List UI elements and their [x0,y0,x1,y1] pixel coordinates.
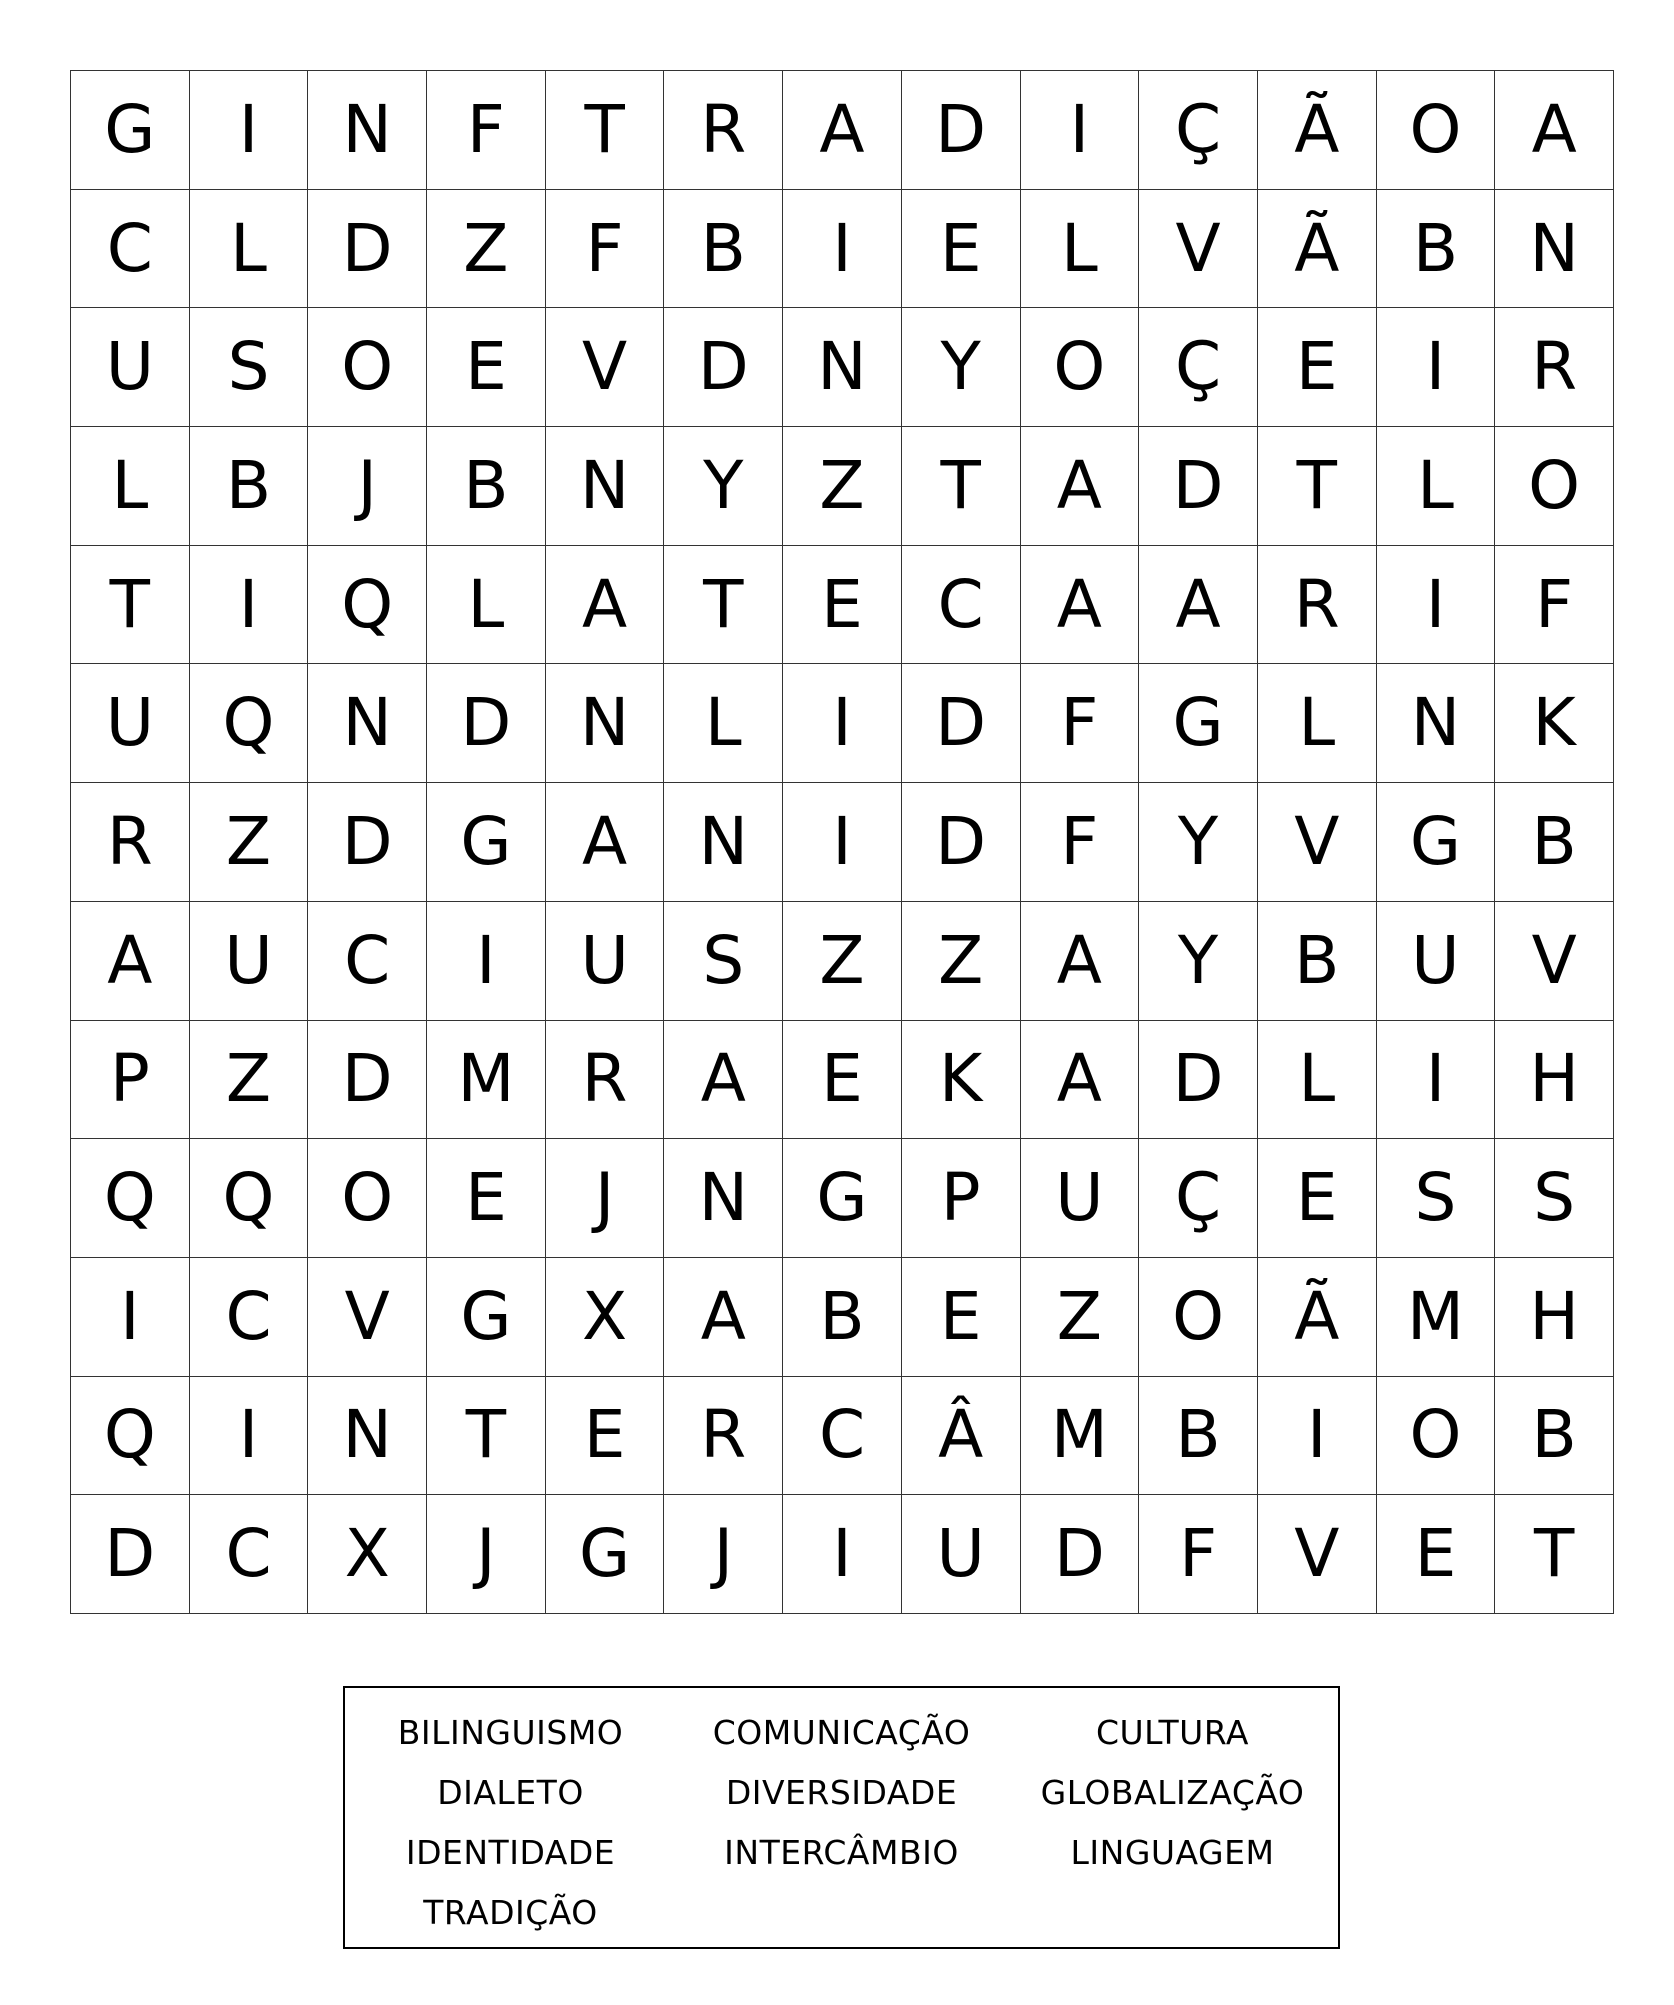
grid-cell[interactable]: N [664,783,783,902]
grid-cell[interactable]: C [783,1377,902,1496]
grid-cell[interactable]: Ç [1139,308,1258,427]
grid-cell[interactable]: B [1495,783,1614,902]
grid-cell[interactable]: A [1021,902,1140,1021]
grid-cell[interactable]: I [190,546,309,665]
grid-cell[interactable]: C [308,902,427,1021]
grid-cell[interactable]: N [1495,190,1614,309]
grid-cell[interactable]: E [1258,1139,1377,1258]
grid-cell[interactable]: G [71,71,190,190]
grid-cell[interactable]: V [1495,902,1614,1021]
grid-cell[interactable]: K [1495,664,1614,783]
grid-cell[interactable]: L [664,664,783,783]
grid-cell[interactable]: Z [1021,1258,1140,1377]
grid-cell[interactable]: I [1258,1377,1377,1496]
grid-cell[interactable]: N [308,71,427,190]
grid-cell[interactable]: I [1377,546,1496,665]
grid-cell[interactable]: A [1021,1021,1140,1140]
grid-cell[interactable]: U [902,1495,1021,1614]
grid-cell[interactable]: N [308,1377,427,1496]
grid-cell[interactable]: Z [902,902,1021,1021]
grid-cell[interactable]: X [308,1495,427,1614]
grid-cell[interactable]: Q [308,546,427,665]
grid-cell[interactable]: O [308,1139,427,1258]
grid-cell[interactable]: G [1139,664,1258,783]
grid-cell[interactable]: R [664,71,783,190]
grid-cell[interactable]: E [427,308,546,427]
grid-cell[interactable]: D [71,1495,190,1614]
grid-cell[interactable]: E [427,1139,546,1258]
grid-cell[interactable]: P [71,1021,190,1140]
grid-cell[interactable]: Z [783,427,902,546]
grid-cell[interactable]: E [783,1021,902,1140]
grid-cell[interactable]: L [190,190,309,309]
grid-cell[interactable]: U [1021,1139,1140,1258]
grid-cell[interactable]: R [664,1377,783,1496]
grid-cell[interactable]: I [783,664,902,783]
word-bank-item: CULTURA [1095,1712,1249,1752]
grid-cell[interactable]: I [1377,308,1496,427]
grid-cell[interactable]: P [902,1139,1021,1258]
grid-cell[interactable]: J [427,1495,546,1614]
grid-cell[interactable]: E [902,1258,1021,1377]
grid-cell[interactable]: Ç [1139,71,1258,190]
grid-cell[interactable]: I [1021,71,1140,190]
word-bank-item: DIVERSIDADE [725,1772,958,1812]
grid-cell[interactable]: B [1258,902,1377,1021]
grid-cell[interactable]: B [427,427,546,546]
grid-cell[interactable]: G [427,1258,546,1377]
grid-cell[interactable]: L [1258,664,1377,783]
grid-cell[interactable]: N [308,664,427,783]
grid-cell[interactable]: F [1495,546,1614,665]
grid-cell[interactable]: A [1021,546,1140,665]
grid-cell[interactable]: S [190,308,309,427]
grid-cell[interactable]: A [783,71,902,190]
grid-cell[interactable]: U [71,664,190,783]
grid-cell[interactable]: D [308,783,427,902]
grid-cell[interactable]: Y [1139,783,1258,902]
grid-cell[interactable]: L [1258,1021,1377,1140]
grid-cell[interactable]: D [902,664,1021,783]
grid-cell[interactable]: U [546,902,665,1021]
word-bank-item: BILINGUISMO [397,1712,624,1752]
grid-cell[interactable]: O [1495,427,1614,546]
grid-cell[interactable]: U [190,902,309,1021]
grid-cell[interactable]: U [71,308,190,427]
grid-cell[interactable]: A [1021,427,1140,546]
grid-cell[interactable]: M [427,1021,546,1140]
grid-cell[interactable]: I [190,71,309,190]
grid-cell[interactable]: L [1377,427,1496,546]
word-bank-item: LINGUAGEM [1070,1832,1275,1872]
grid-cell[interactable]: F [1021,664,1140,783]
grid-cell[interactable]: V [1258,1495,1377,1614]
grid-cell[interactable]: E [1258,308,1377,427]
grid-cell[interactable]: X [546,1258,665,1377]
grid-cell[interactable]: V [1139,190,1258,309]
word-bank-item: IDENTIDADE [405,1832,616,1872]
grid-cell[interactable]: L [427,546,546,665]
grid-cell[interactable]: T [902,427,1021,546]
grid-cell[interactable]: B [783,1258,902,1377]
word-bank-item: COMUNICAÇÃO [712,1712,971,1752]
grid-cell[interactable]: J [664,1495,783,1614]
grid-cell[interactable]: Y [902,308,1021,427]
grid-cell[interactable]: D [902,783,1021,902]
grid-cell[interactable]: D [308,1021,427,1140]
grid-cell[interactable]: Q [71,1377,190,1496]
grid-cell[interactable]: Y [1139,902,1258,1021]
grid-cell[interactable]: F [427,71,546,190]
word-bank-item: TRADIÇÃO [423,1892,598,1932]
grid-cell[interactable]: L [71,427,190,546]
grid-cell[interactable]: L [1021,190,1140,309]
grid-cell[interactable]: Q [71,1139,190,1258]
grid-cell[interactable]: O [1021,308,1140,427]
word-bank-item: INTERCÂMBIO [724,1832,959,1872]
grid-cell[interactable]: C [190,1495,309,1614]
grid-cell[interactable]: I [427,902,546,1021]
grid-cell[interactable]: Ã [1258,1258,1377,1377]
grid-cell[interactable]: D [427,664,546,783]
grid-cell[interactable]: F [546,190,665,309]
grid-cell[interactable]: A [664,1258,783,1377]
grid-cell[interactable]: A [71,902,190,1021]
grid-cell[interactable]: T [71,546,190,665]
grid-cell[interactable]: B [1495,1377,1614,1496]
grid-cell[interactable]: C [71,190,190,309]
grid-cell[interactable]: Q [190,1139,309,1258]
grid-cell[interactable]: R [546,1021,665,1140]
grid-cell[interactable]: B [1377,190,1496,309]
grid-cell[interactable]: B [190,427,309,546]
grid-cell[interactable]: I [1377,1021,1496,1140]
grid-cell[interactable]: Z [190,1021,309,1140]
grid-cell[interactable]: Z [190,783,309,902]
grid-cell[interactable]: T [664,546,783,665]
grid-cell[interactable]: Ã [1258,190,1377,309]
grid-cell[interactable]: Ã [1258,71,1377,190]
grid-cell[interactable]: I [190,1377,309,1496]
grid-cell[interactable]: G [546,1495,665,1614]
grid-cell[interactable]: O [1377,71,1496,190]
grid-cell[interactable]: M [1377,1258,1496,1377]
grid-cell[interactable]: V [546,308,665,427]
grid-cell[interactable]: S [1377,1139,1496,1258]
grid-cell[interactable]: Y [664,427,783,546]
word-bank-item: DIALETO [437,1772,584,1812]
grid-cell[interactable]: V [1258,783,1377,902]
grid-cell[interactable]: M [1021,1377,1140,1496]
grid-cell[interactable]: A [664,1021,783,1140]
grid-cell[interactable]: J [308,427,427,546]
grid-cell[interactable]: T [1495,1495,1614,1614]
grid-cell[interactable]: O [1377,1377,1496,1496]
grid-cell[interactable]: Ç [1139,1139,1258,1258]
grid-cell[interactable]: R [1258,546,1377,665]
grid-cell[interactable]: N [664,1139,783,1258]
grid-cell[interactable]: C [190,1258,309,1377]
grid-cell[interactable]: E [1377,1495,1496,1614]
grid-cell[interactable]: U [1377,902,1496,1021]
grid-cell[interactable]: S [1495,1139,1614,1258]
grid-cell[interactable]: N [546,664,665,783]
word-bank-item: GLOBALIZAÇÃO [1040,1772,1305,1812]
grid-cell[interactable]: S [664,902,783,1021]
grid-cell[interactable]: B [664,190,783,309]
grid-cell[interactable]: I [783,1495,902,1614]
grid-cell[interactable]: Z [783,902,902,1021]
grid-cell[interactable]: H [1495,1258,1614,1377]
grid-cell[interactable]: J [546,1139,665,1258]
grid-cell[interactable]: K [902,1021,1021,1140]
grid-cell[interactable]: F [1021,783,1140,902]
grid-cell[interactable]: R [1495,308,1614,427]
grid-cell[interactable]: T [427,1377,546,1496]
grid-cell[interactable]: D [664,308,783,427]
grid-cell[interactable]: B [1139,1377,1258,1496]
grid-cell[interactable]: G [783,1139,902,1258]
grid-cell[interactable]: I [71,1258,190,1377]
grid-cell[interactable]: T [1258,427,1377,546]
grid-cell[interactable]: G [1377,783,1496,902]
grid-cell[interactable]: D [902,71,1021,190]
grid-cell[interactable]: E [546,1377,665,1496]
grid-cell[interactable]: G [427,783,546,902]
grid-cell[interactable]: E [783,546,902,665]
grid-cell[interactable]: H [1495,1021,1614,1140]
grid-cell[interactable]: R [71,783,190,902]
grid-cell[interactable]: I [783,190,902,309]
grid-cell[interactable]: O [308,308,427,427]
grid-cell[interactable]: D [1021,1495,1140,1614]
grid-cell[interactable]: D [1139,1021,1258,1140]
grid-cell[interactable]: D [308,190,427,309]
grid-cell[interactable]: N [1377,664,1496,783]
grid-cell[interactable]: A [1495,71,1614,190]
grid-cell[interactable]: D [1139,427,1258,546]
grid-cell[interactable]: O [1139,1258,1258,1377]
grid-cell[interactable]: F [1139,1495,1258,1614]
grid-cell[interactable]: E [902,190,1021,309]
word-search-grid [70,70,1614,1614]
grid-cell[interactable]: Q [190,664,309,783]
grid-cell[interactable]: Â [902,1377,1021,1496]
grid-cell[interactable]: N [546,427,665,546]
grid-cell[interactable]: C [902,546,1021,665]
grid-cell[interactable]: V [308,1258,427,1377]
grid-cell[interactable]: A [1139,546,1258,665]
grid-cell[interactable]: T [546,71,665,190]
word-bank [343,1686,1340,1949]
grid-cell[interactable]: I [783,783,902,902]
grid-cell[interactable]: A [546,783,665,902]
grid-cell[interactable]: A [546,546,665,665]
grid-cell[interactable]: N [783,308,902,427]
grid-cell[interactable]: Z [427,190,546,309]
